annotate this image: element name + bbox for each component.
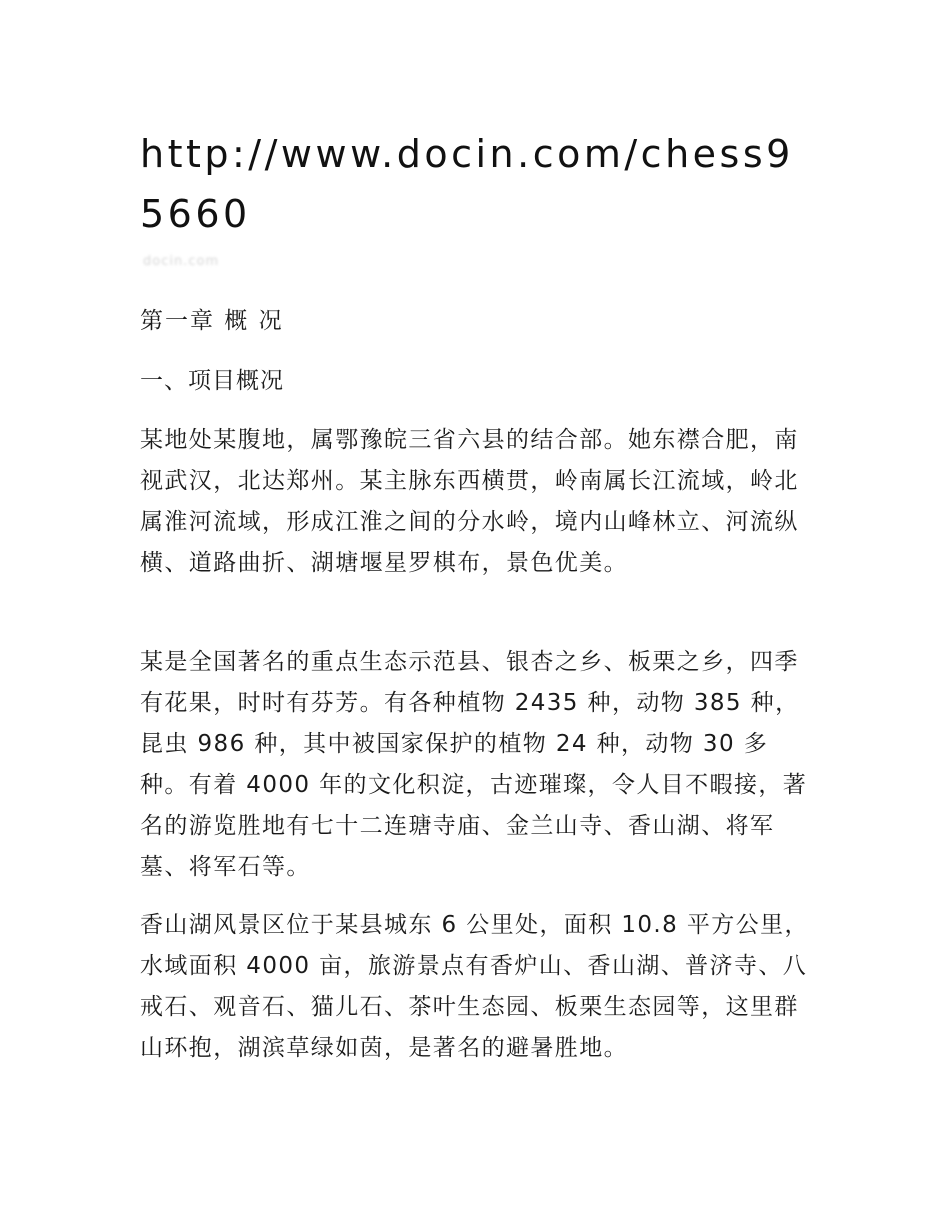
paragraph-ecology: 某是全国著名的重点生态示范县、银杏之乡、板栗之乡，四季有花果，时时有芬芳。有各种植物 2435 种，动物 385 种，昆虫 986 种，其中被国家保护的植物 24 种，动物 30 多种。有着 4000 年的文化积淀，古迹璀璨，令人目不暇接，著名的游览胜地有七十二连瑭寺庙、金兰山寺、香山湖、将军墓、将军石等。 (140, 649, 808, 880)
source-url-link[interactable]: http://www.docin.com/chess95660 (140, 132, 794, 236)
paragraph-scenic-area: 香山湖风景区位于某县城东 6 公里处，面积 10.8 平方公里，水域面积 4000 亩，旅游景点有香炉山、香山湖、普济寺、八戒石、观音石、猫儿石、茶叶生态园、板栗生态园等，这里群山环抱，湖滨草绿如茵，是著名的避暑胜地。 (140, 912, 809, 1061)
section-title: 一、项目概况 (140, 368, 284, 394)
watermark-text: docin.com (143, 254, 220, 269)
paragraph-location: 某地处某腹地，属鄂豫皖三省六县的结合部。她东襟合肥，南视武汉，北达郑州。某主脉东西横贯，岭南属长江流域，岭北属淮河流域，形成江淮之间的分水岭，境内山峰林立、河流纵横、道路曲折、湖塘堰星罗棋布，景色优美。 (140, 427, 799, 576)
chapter-title: 第一章 概 况 (140, 308, 284, 334)
